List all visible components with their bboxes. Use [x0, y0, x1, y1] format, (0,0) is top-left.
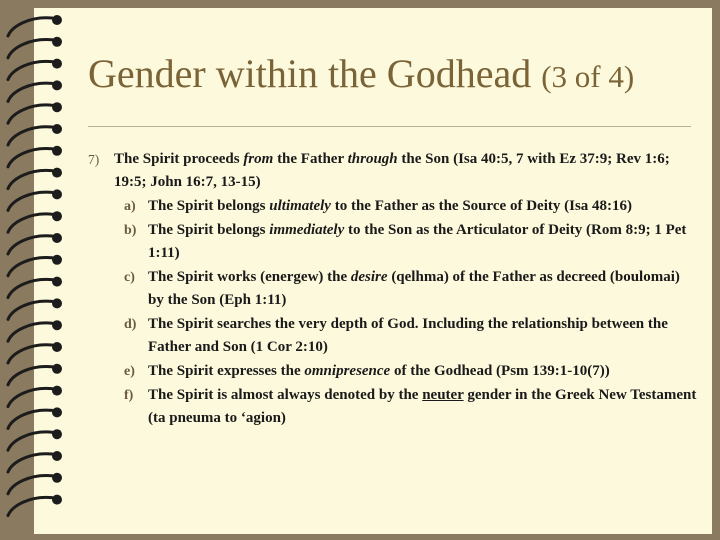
item-text: The Spirit proceeds from the Father through the Son (Isa 40:5, 7 with Ez 37:9; Rev 1:6; 19:5; John 16:7, 13-15) [114, 151, 670, 190]
spiral-binding-ring-icon [8, 320, 62, 341]
title-main: Gender within the Godhead [88, 51, 532, 96]
spiral-binding-ring-icon [8, 233, 62, 254]
spiral-binding-ring-icon [8, 146, 62, 167]
sub-item-letter: a) [124, 199, 136, 214]
spiral-binding-ring-icon [8, 298, 62, 319]
sub-item-c [88, 266, 698, 312]
spiral-binding-ring-icon [8, 102, 62, 123]
spiral-binding-ring-icon [8, 364, 62, 385]
item-number: 7) [88, 152, 100, 167]
sub-item-e [88, 360, 698, 383]
spiral-binding-ring-icon [8, 386, 62, 407]
spiral-binding-ring-icon [8, 255, 62, 276]
sub-item-text: The Spirit belongs ultimately to the Father as the Source of Deity (Isa 48:16) [148, 198, 633, 214]
spiral-binding-ring-icon [8, 80, 62, 101]
sub-item-f [88, 384, 698, 430]
sub-item-letter: b) [124, 223, 137, 238]
sub-item-letter: c) [124, 270, 135, 285]
spiral-binding-ring-icon [8, 168, 62, 189]
sub-item-letter: e) [124, 364, 135, 379]
spiral-binding [0, 0, 80, 540]
sub-item-text: The Spirit searches the very depth of God. Including the relationship between the Father and Son (1 Cor 2:10) [148, 316, 668, 355]
title-part: (3 of 4) [541, 59, 635, 94]
spiral-binding-ring-icon [8, 211, 62, 232]
spiral-binding-ring-icon [8, 189, 62, 210]
spiral-binding-ring-icon [8, 407, 62, 428]
title-divider [88, 126, 691, 127]
spiral-binding-ring-icon [8, 277, 62, 298]
slide-title [88, 52, 634, 96]
sub-item-a [88, 195, 698, 218]
spiral-binding-ring-icon [8, 473, 62, 494]
spiral-binding-ring-icon [8, 429, 62, 450]
sub-item-text: The Spirit expresses the omnipresence of the Godhead (Psm 139:1-10(7)) [148, 363, 610, 379]
sub-item-letter: f) [124, 388, 134, 403]
spiral-binding-ring-icon [8, 124, 62, 145]
list-item [88, 148, 698, 194]
spiral-binding-ring-icon [8, 37, 62, 58]
sub-item-text: The Spirit belongs immediately to the Son as the Articulator of Deity (Rom 8:9; 1 Pet 1:11) [148, 222, 687, 261]
sub-item-letter: d) [124, 317, 137, 332]
sub-item-d [88, 313, 698, 359]
spiral-binding-ring-icon [8, 15, 62, 36]
spiral-binding-ring-icon [8, 451, 62, 472]
sub-item-text: The Spirit works (energew) the desire (qelhma) of the Father as decreed (boulomai) by the Son (Eph 1:11) [148, 269, 680, 308]
sub-item-b [88, 219, 698, 265]
spiral-binding-ring-icon [8, 495, 62, 516]
sub-item-text: The Spirit is almost always denoted by the neuter gender in the Greek New Testament (ta pneuma to ‘agion) [148, 387, 697, 426]
spiral-binding-ring-icon [8, 59, 62, 80]
spiral-binding-ring-icon [8, 342, 62, 363]
slide-body [88, 148, 698, 431]
